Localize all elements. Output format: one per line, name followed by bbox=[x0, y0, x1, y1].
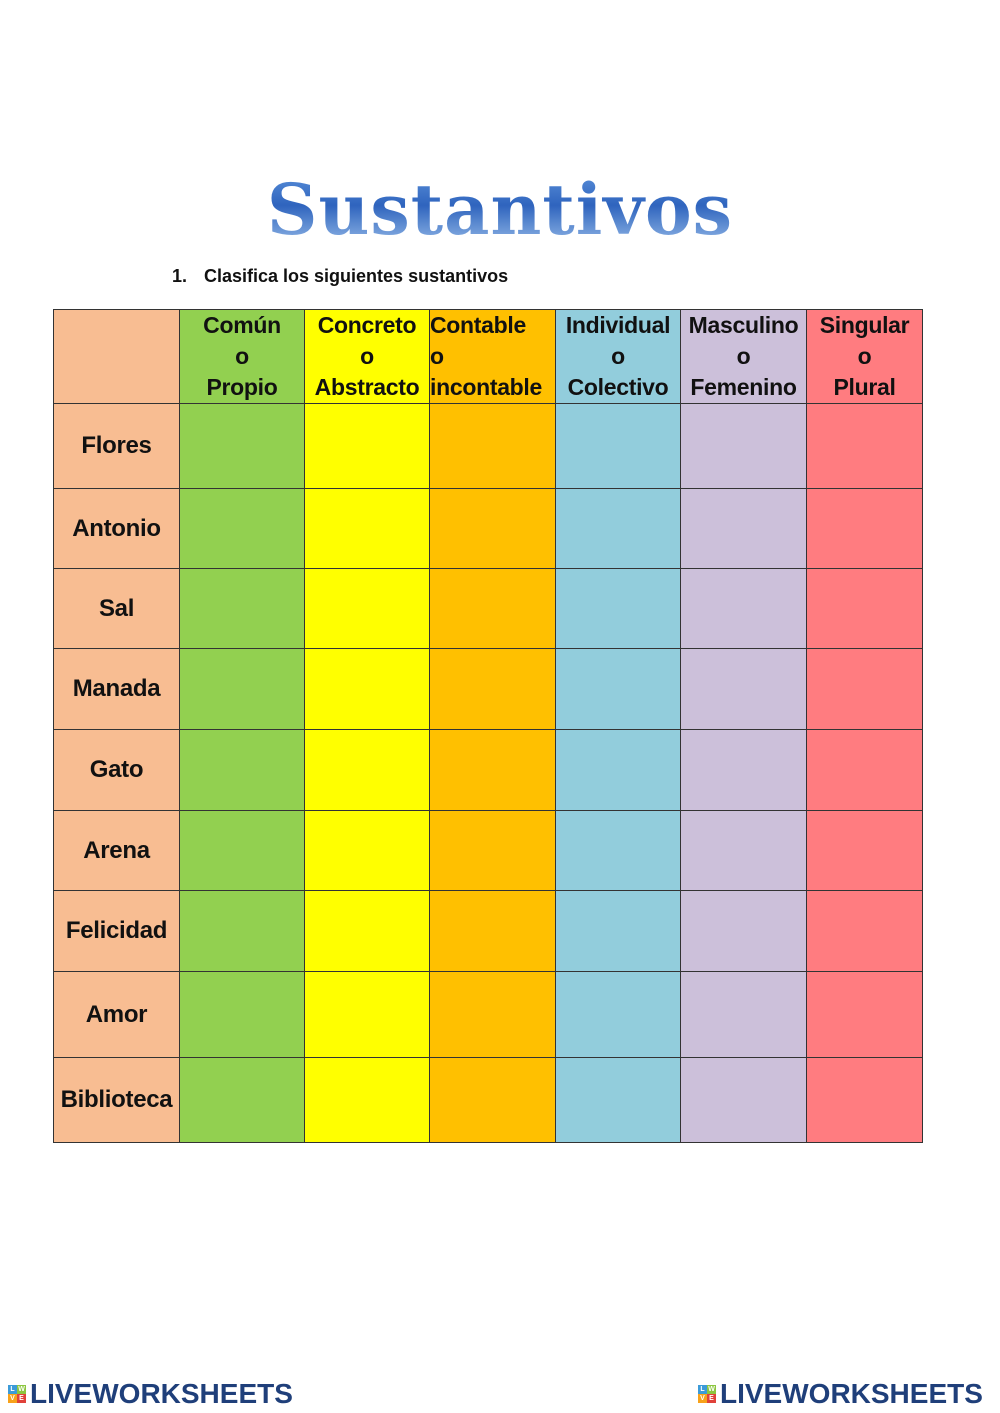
answer-cell-singular-plural[interactable] bbox=[807, 811, 923, 891]
header-line: Masculino bbox=[688, 312, 799, 338]
answer-cell-contable-incontable[interactable] bbox=[430, 811, 556, 891]
row-label: Felicidad bbox=[54, 891, 180, 972]
table-row bbox=[54, 730, 923, 811]
header-line: Plural bbox=[833, 374, 896, 400]
answer-cell-comun-propio[interactable] bbox=[180, 404, 305, 489]
answer-cell-concreto-abstracto[interactable] bbox=[305, 972, 430, 1058]
answer-cell-comun-propio[interactable] bbox=[180, 730, 305, 811]
liveworksheets-logo-icon: L W V E bbox=[8, 1385, 26, 1403]
page-title: Sustantivos bbox=[0, 168, 1000, 251]
answer-cell-masculino-femenino[interactable] bbox=[681, 404, 807, 489]
answer-cell-contable-incontable[interactable] bbox=[430, 569, 556, 649]
row-label: Sal bbox=[54, 569, 180, 649]
answer-cell-individual-colectivo[interactable] bbox=[556, 569, 681, 649]
instruction-text: Clasifica los siguientes sustantivos bbox=[204, 266, 509, 286]
answer-cell-contable-incontable[interactable] bbox=[430, 972, 556, 1058]
header-row bbox=[54, 310, 923, 404]
table-row bbox=[54, 811, 923, 891]
header-comun-propio bbox=[180, 310, 305, 404]
answer-cell-singular-plural[interactable] bbox=[807, 649, 923, 730]
answer-cell-contable-incontable[interactable] bbox=[430, 1058, 556, 1143]
header-line: o bbox=[235, 343, 249, 369]
answer-cell-individual-colectivo[interactable] bbox=[556, 891, 681, 972]
instruction-number: 1. bbox=[172, 266, 188, 286]
answer-cell-concreto-abstracto[interactable] bbox=[305, 649, 430, 730]
answer-cell-concreto-abstracto[interactable] bbox=[305, 730, 430, 811]
table-row bbox=[54, 404, 923, 489]
header-line: Propio bbox=[206, 374, 278, 400]
answer-cell-masculino-femenino[interactable] bbox=[681, 972, 807, 1058]
table-row bbox=[54, 891, 923, 972]
answer-cell-contable-incontable[interactable] bbox=[430, 404, 556, 489]
answer-cell-individual-colectivo[interactable] bbox=[556, 489, 681, 569]
brand-text: LIVEWORKSHEETS bbox=[30, 1378, 293, 1409]
answer-cell-masculino-femenino[interactable] bbox=[681, 811, 807, 891]
classification-table bbox=[53, 309, 923, 1143]
answer-cell-individual-colectivo[interactable] bbox=[556, 730, 681, 811]
answer-cell-concreto-abstracto[interactable] bbox=[305, 404, 430, 489]
answer-cell-masculino-femenino[interactable] bbox=[681, 1058, 807, 1143]
table-row bbox=[54, 489, 923, 569]
answer-cell-masculino-femenino[interactable] bbox=[681, 730, 807, 811]
header-line: Colectivo bbox=[567, 374, 669, 400]
table-row bbox=[54, 649, 923, 730]
liveworksheets-logo-right bbox=[698, 1378, 983, 1410]
row-label: Gato bbox=[54, 730, 180, 811]
header-line: o bbox=[857, 343, 872, 369]
answer-cell-contable-incontable[interactable] bbox=[430, 649, 556, 730]
header-individual-colectivo bbox=[556, 310, 681, 404]
answer-cell-singular-plural[interactable] bbox=[807, 1058, 923, 1143]
answer-cell-singular-plural[interactable] bbox=[807, 404, 923, 489]
row-label: Flores bbox=[54, 404, 180, 489]
header-line: Singular bbox=[819, 312, 910, 338]
header-line: Abstracto bbox=[314, 374, 420, 400]
answer-cell-singular-plural[interactable] bbox=[807, 972, 923, 1058]
answer-cell-individual-colectivo[interactable] bbox=[556, 811, 681, 891]
liveworksheets-logo-icon: L W V E bbox=[698, 1385, 716, 1403]
answer-cell-contable-incontable[interactable] bbox=[430, 891, 556, 972]
answer-cell-masculino-femenino[interactable] bbox=[681, 489, 807, 569]
answer-cell-masculino-femenino[interactable] bbox=[681, 891, 807, 972]
answer-cell-masculino-femenino[interactable] bbox=[681, 569, 807, 649]
header-line: o bbox=[430, 343, 444, 369]
header-line: incontable bbox=[430, 374, 543, 400]
answer-cell-comun-propio[interactable] bbox=[180, 569, 305, 649]
answer-cell-masculino-femenino[interactable] bbox=[681, 649, 807, 730]
header-line: o bbox=[611, 343, 625, 369]
row-label: Arena bbox=[54, 811, 180, 891]
instruction bbox=[172, 266, 508, 287]
corner-cell bbox=[54, 310, 180, 404]
answer-cell-individual-colectivo[interactable] bbox=[556, 404, 681, 489]
answer-cell-comun-propio[interactable] bbox=[180, 811, 305, 891]
header-concreto-abstracto bbox=[305, 310, 430, 404]
answer-cell-concreto-abstracto[interactable] bbox=[305, 1058, 430, 1143]
answer-cell-individual-colectivo[interactable] bbox=[556, 1058, 681, 1143]
answer-cell-concreto-abstracto[interactable] bbox=[305, 811, 430, 891]
answer-cell-individual-colectivo[interactable] bbox=[556, 972, 681, 1058]
table-row bbox=[54, 972, 923, 1058]
answer-cell-comun-propio[interactable] bbox=[180, 649, 305, 730]
header-contable-incontable bbox=[430, 310, 556, 404]
header-line: Común bbox=[203, 312, 281, 338]
answer-cell-individual-colectivo[interactable] bbox=[556, 649, 681, 730]
answer-cell-singular-plural[interactable] bbox=[807, 569, 923, 649]
table-row bbox=[54, 1058, 923, 1143]
row-label: Manada bbox=[54, 649, 180, 730]
answer-cell-singular-plural[interactable] bbox=[807, 489, 923, 569]
header-line: Concreto bbox=[317, 312, 417, 338]
header-line: o bbox=[736, 343, 751, 369]
header-line: Individual bbox=[565, 312, 671, 338]
answer-cell-comun-propio[interactable] bbox=[180, 972, 305, 1058]
answer-cell-comun-propio[interactable] bbox=[180, 1058, 305, 1143]
header-line: Femenino bbox=[690, 374, 797, 400]
liveworksheets-logo-left bbox=[8, 1378, 293, 1410]
brand-text: LIVEWORKSHEETS bbox=[720, 1378, 983, 1409]
answer-cell-concreto-abstracto[interactable] bbox=[305, 489, 430, 569]
answer-cell-contable-incontable[interactable] bbox=[430, 489, 556, 569]
answer-cell-comun-propio[interactable] bbox=[180, 489, 305, 569]
header-line: Contable bbox=[430, 312, 526, 338]
table-row bbox=[54, 569, 923, 649]
answer-cell-singular-plural[interactable] bbox=[807, 730, 923, 811]
header-masculino-femenino bbox=[681, 310, 807, 404]
answer-cell-comun-propio[interactable] bbox=[180, 891, 305, 972]
header-singular-plural bbox=[807, 310, 923, 404]
answer-cell-concreto-abstracto[interactable] bbox=[305, 569, 430, 649]
answer-cell-concreto-abstracto[interactable] bbox=[305, 891, 430, 972]
header-line: o bbox=[360, 343, 374, 369]
row-label: Amor bbox=[54, 972, 180, 1058]
answer-cell-singular-plural[interactable] bbox=[807, 891, 923, 972]
answer-cell-contable-incontable[interactable] bbox=[430, 730, 556, 811]
row-label: Biblioteca bbox=[54, 1058, 180, 1143]
row-label: Antonio bbox=[54, 489, 180, 569]
